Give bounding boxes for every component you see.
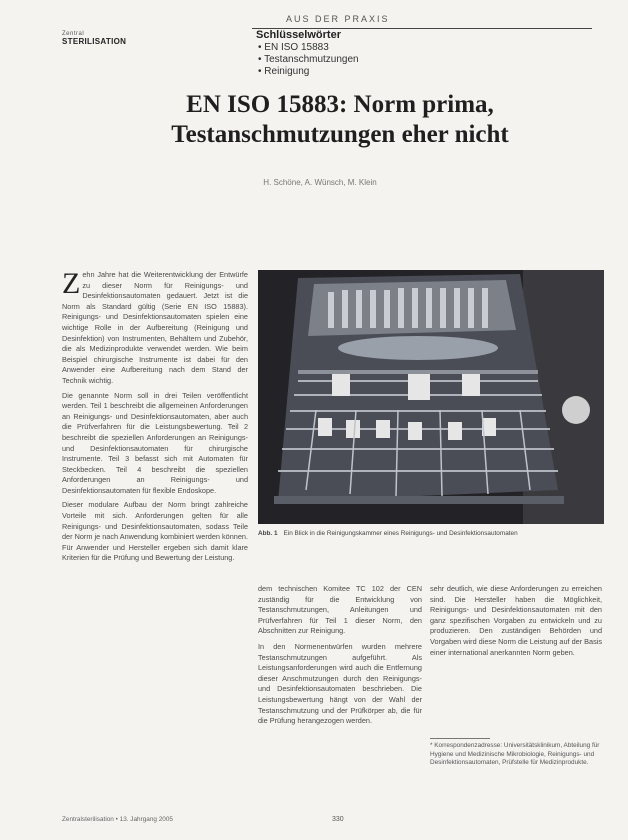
paragraph [62,267,248,387]
paragraph-text: ehn Jahre hat die Weiterentwicklung der Entwürfe zu dieser Norm für Reinigungs- und Desinfektionsautomaten gedauert. Jetzt ist die Norm als Standard gültig (Serie EN ISO 15883). Reinigungs- und Desinfektionsautomaten spielen eine wichtige Rolle in der Aufbereitung (Reinigung und Desinfektion) von Instrumenten, Behältern und Zubehör, die als Medizinprodukte verwendet werden. Wie beim Beispiel chirurgische Instrumente ist dabei für den Anwender eine Aufbereitung nach dem Stand der Technik wichtig. [62,270,248,385]
keyword-item: • EN ISO 15883 [258,42,359,54]
footnote-rule [430,738,490,739]
keyword-item: • Reinigung [258,66,359,78]
body-column-2 [258,584,422,732]
paragraph: Dieser modulare Aufbau der Norm bringt zahlreiche Vorteile mit sich. Anforderungen gelten für alle Reinigungs- und Desinfektionsautomaten, sodass Teile der Norm je nach Anwendung kombiniert werden können. Für Anwender und Hersteller ergeben sich damit klare Kriterien für die Prüfung und Bewertung der Leistung. [62,500,248,563]
keywords-list [258,42,359,78]
keyword-item: • Testanschmutzungen [258,54,359,66]
article-title-line-2: Testanschmutzungen eher nicht [171,121,509,148]
journal-logo-main: STERILISATION [62,37,127,46]
section-title: AUS DER PRAXIS [286,14,390,24]
page-number: 330 [332,816,344,823]
article-title [120,90,560,150]
article-authors: H. Schöne, A. Wünsch, M. Klein [263,178,377,187]
dishwasher-illustration [258,270,604,524]
figure-label: Abb. 1 [258,530,278,537]
paragraph: Die genannte Norm soll in drei Teilen veröffentlicht werden. Teil 1 beschreibt die allgemeinen Anforderungen an Reinigungs- und Desinfektionsautomaten, aber auch die Prüfverfahren für die Leistungsbewertung. Teil 2 beschreibt die speziellen Anforderungen an Reinigungs- und Desinfektionsautomaten für chirurgische Instrumente. Teil 3 befasst sich mit Automaten für Steckbecken. Teil 4 beschreibt die speziellen Anforderungen an Reinigungs- und Desinfektionsautomaten für flexible Endoskope. [62,390,248,495]
keywords-heading: Schlüsselwörter [256,29,341,41]
dishwasher-photo [258,270,604,524]
body-column-3 [430,584,602,663]
journal-logo [62,30,126,46]
paragraph: In den Normenentwürfen wurden mehrere Testanschmutzungen aufgeführt. Als Leistungsanforderungen wird auch die Entfernung dieser Anschmutzungen durch den Reinigungs- und Desinfektionsautomaten beschrieben. Die Leistungsbewertung hängt von der Wahl der Testanschmutzung und der Prüfkörper ab, die für die Prüfung herangezogen werden. [258,641,422,726]
drop-cap: Z [62,267,81,300]
journal-logo-top: Zentral [62,31,85,37]
figure-caption-text: Ein Blick in die Reinigungskammer eines Reinigungs- und Desinfektionsautomaten [283,530,518,537]
footer-journal-ref: Zentralsterilisation • 13. Jahrgang 2005 [62,816,173,823]
footnote: * Korrespondenzadresse: Universitätsklinikum, Abteilung für Hygiene und Medizinische Mikrobiologie, Reinigungs- und Desinfektionsautomaten, Prüfstelle für Medizinprodukte. [430,742,600,767]
paragraph: sehr deutlich, wie diese Anforderungen zu erreichen sind. Die Hersteller haben die Möglichkeit, Reinigungs- und Desinfektionsautomaten mit den ganz spezifischen Vorgaben zu entwickeln und zu produzieren. Den zuständigen Behörden und Vorgaben wird diese Norm die Leistung auf der Basis einer international anerkannten Norm geben. [430,584,602,657]
article-title-line-1: EN ISO 15883: Norm prima, [186,91,494,118]
figure-caption [258,530,518,537]
body-column-1 [62,267,248,568]
paragraph: dem technischen Komitee TC 102 der CEN zuständig für die Entwicklung von Testanschmutzungen, Anleitungen und Prüfverfahren für Teil 1 dieser Norm, den Abschnitten zur Reinigung. [258,584,422,636]
